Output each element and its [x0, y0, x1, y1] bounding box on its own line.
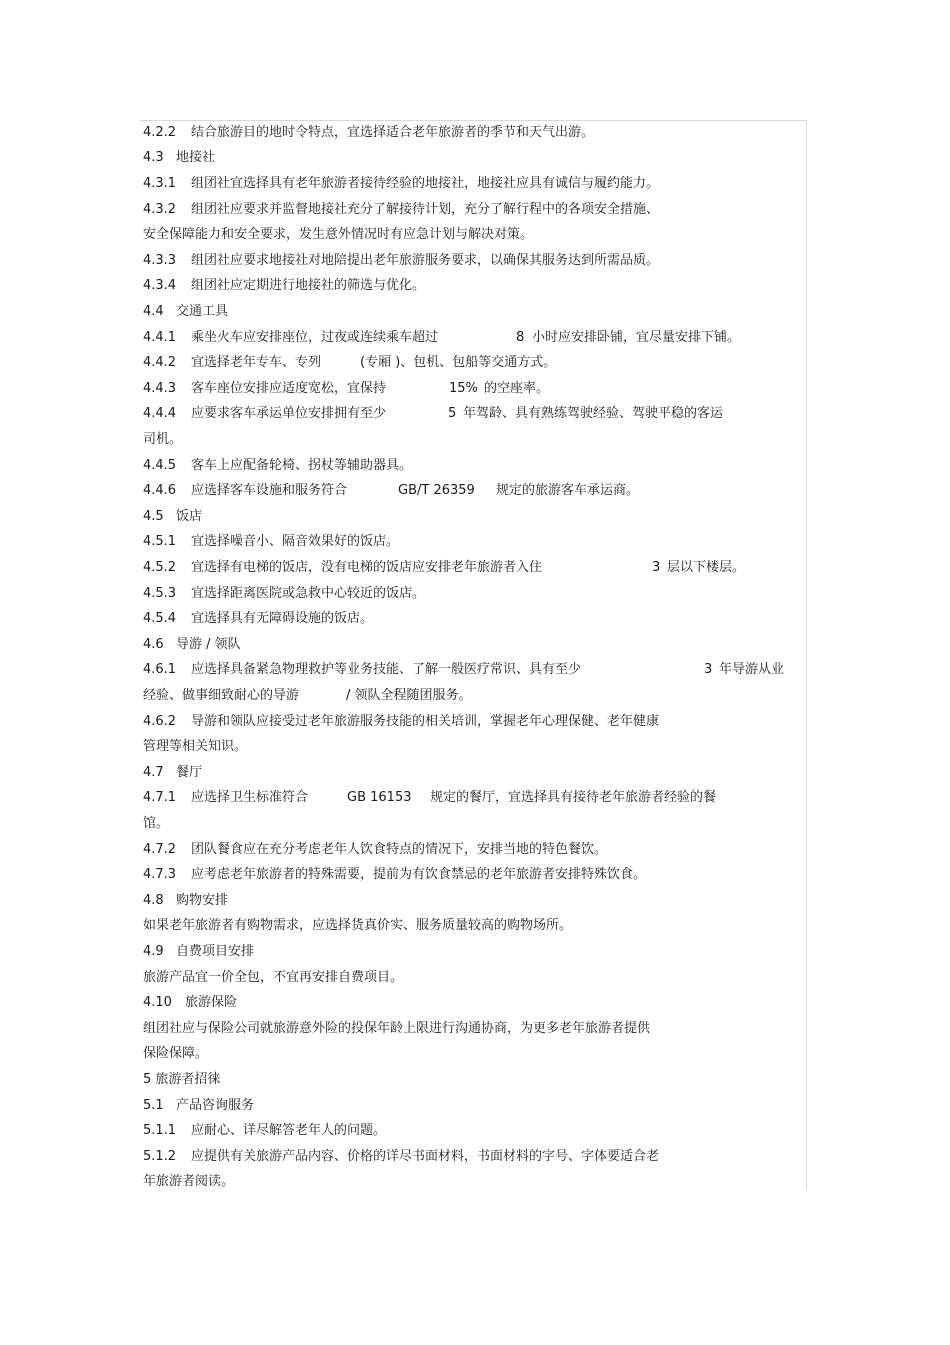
line-lead: 4.7	[143, 765, 164, 780]
line-segment: 8	[516, 330, 525, 345]
line-lead: 如果老年旅游者有购物需求，应选择货真价实、服务质量较高的购物场所。	[143, 918, 573, 933]
line-segment: 应选择具备紧急物理救护等业务技能、了解一般医疗常识、具有至少	[191, 662, 582, 677]
line-lead: 经验、做事细致耐心的导游	[143, 688, 300, 703]
line-lead: 4.9	[143, 944, 164, 959]
line-segment: 宜选择老年专车、专列	[191, 355, 322, 370]
line-lead: 保险保障。	[143, 1046, 209, 1061]
line-segment: 宜选择噪音小、隔音效果好的饭店。	[191, 534, 400, 549]
line-lead: 4.5.3	[143, 586, 177, 601]
line-segment: 应耐心、详尽解答老年人的问题。	[191, 1123, 387, 1138]
line-segment: 结合旅游目的地时令特点，宜选择适合老年旅游者的季节和天气出游。	[191, 125, 595, 140]
line-lead: 4.4.6	[143, 483, 177, 498]
line-lead: 4.7.3	[143, 867, 177, 882]
line-lead: 年旅游者阅读。	[143, 1174, 235, 1189]
line-segment: 5	[448, 406, 457, 421]
line-segment: 3	[704, 662, 713, 677]
line-lead: 4.5	[143, 509, 164, 524]
line-segment: 餐厅	[176, 765, 203, 780]
line-segment: 产品咨询服务	[176, 1098, 255, 1113]
line-lead: 司机。	[143, 432, 183, 447]
line-segment: 乘坐火车应安排座位，过夜或连续乘车超过	[191, 330, 439, 345]
line-lead: 组团社应与保险公司就旅游意外险的投保年龄上限进行沟通协商，为更多老年旅游者提供	[143, 1021, 651, 1036]
line-segment: / 领队全程随团服务。	[346, 688, 472, 703]
line-lead: 安全保障能力和安全要求，发生意外情况时有应急计划与解决对策。	[143, 227, 534, 242]
line-segment: 旅游保险	[185, 995, 238, 1010]
line-lead: 4.2.2	[143, 125, 177, 140]
line-segment: 的空座率。	[484, 381, 550, 396]
line-lead: 5.1.2	[143, 1149, 177, 1164]
line-segment: 应提供有关旅游产品内容、价格的详尽书面材料，书面材料的字号、字体要适合老	[191, 1149, 660, 1164]
line-segment: 客车座位安排应适度宽松，宜保持	[191, 381, 387, 396]
line-segment: 导游和领队应接受过老年旅游服务技能的相关培训，掌握老年心理保健、老年健康	[191, 714, 660, 729]
line-segment: 组团社宜选择具有老年旅游者接待经验的地接社，地接社应具有诚信与履约能力。	[191, 176, 660, 191]
line-lead: 馆。	[143, 816, 170, 831]
line-lead: 4.3.1	[143, 176, 177, 191]
line-lead: 4.6	[143, 637, 164, 652]
line-segment: 规定的餐厅，宜选择具有接待老年旅游者经验的餐	[430, 790, 717, 805]
line-segment: (专厢 )、包机、包船等交通方式。	[360, 355, 557, 370]
line-lead: 4.7.1	[143, 790, 177, 805]
line-segment: 导游 / 领队	[176, 637, 241, 652]
line-segment: 应选择卫生标准符合	[191, 790, 309, 805]
line-segment: 地接社	[176, 150, 216, 165]
line-lead: 4.4.3	[143, 381, 177, 396]
line-lead: 5 旅游者招徕	[143, 1072, 221, 1087]
line-segment: 3	[652, 560, 661, 575]
line-lead: 4.5.1	[143, 534, 177, 549]
line-segment: 年驾龄、具有熟练驾驶经验、驾驶平稳的客运	[463, 406, 724, 421]
line-segment: 组团社应定期进行地接社的筛选与优化。	[191, 278, 426, 293]
line-lead: 4.3.4	[143, 278, 177, 293]
line-segment: 宜选择有电梯的饭店，没有电梯的饭店应安排老年旅游者入住	[191, 560, 543, 575]
line-segment: 层以下楼层。	[667, 560, 746, 575]
line-segment: 应要求客车承运单位安排拥有至少	[191, 406, 387, 421]
line-lead: 4.4.2	[143, 355, 177, 370]
line-segment: GB/T 26359	[398, 483, 475, 498]
line-segment: 小时应安排卧铺，宜尽量安排下铺。	[532, 330, 741, 345]
line-lead: 4.5.2	[143, 560, 177, 575]
line-segment: 团队餐食应在充分考虑老年人饮食特点的情况下，安排当地的特色餐饮。	[191, 842, 608, 857]
line-segment: 宜选择距离医院或急救中心较近的饭店。	[191, 586, 426, 601]
line-segment: 交通工具	[176, 304, 229, 319]
line-lead: 4.5.4	[143, 611, 177, 626]
line-lead: 4.6.1	[143, 662, 177, 677]
line-lead: 5.1	[143, 1098, 164, 1113]
line-lead: 4.3.2	[143, 202, 177, 217]
line-lead: 4.3.3	[143, 253, 177, 268]
line-segment: 购物安排	[176, 893, 229, 908]
line-segment: 客车上应配备轮椅、拐杖等辅助器具。	[191, 458, 413, 473]
line-lead: 4.10	[143, 995, 172, 1010]
line-lead: 4.4.1	[143, 330, 177, 345]
line-lead: 管理等相关知识。	[143, 739, 248, 754]
line-lead: 4.4	[143, 304, 164, 319]
line-lead: 5.1.1	[143, 1123, 177, 1138]
line-lead: 4.4.5	[143, 458, 177, 473]
line-segment: 组团社应要求并监督地接社充分了解接待计划，充分了解行程中的各项安全措施、	[191, 202, 660, 217]
line-lead: 4.8	[143, 893, 164, 908]
line-segment: 年导游从业	[719, 662, 785, 677]
line-lead: 4.4.4	[143, 406, 177, 421]
line-segment: 规定的旅游客车承运商。	[496, 483, 640, 498]
line-segment: 应考虑老年旅游者的特殊需要，提前为有饮食禁忌的老年旅游者安排特殊饮食。	[191, 867, 647, 882]
line-segment: GB 16153	[347, 790, 412, 805]
line-segment: 组团社应要求地接社对地陪提出老年旅游服务要求，以确保其服务达到所需品质。	[191, 253, 660, 268]
line-lead: 4.7.2	[143, 842, 177, 857]
line-segment: 15%	[449, 381, 478, 396]
line-lead: 4.6.2	[143, 714, 177, 729]
line-segment: 宜选择具有无障碍设施的饭店。	[191, 611, 374, 626]
line-lead: 旅游产品宜一价全包，不宜再安排自费项目。	[143, 970, 404, 985]
line-lead: 4.3	[143, 150, 164, 165]
line-segment: 饭店	[176, 509, 203, 524]
line-segment: 应选择客车设施和服务符合	[191, 483, 348, 498]
line-segment: 自费项目安排	[176, 944, 255, 959]
